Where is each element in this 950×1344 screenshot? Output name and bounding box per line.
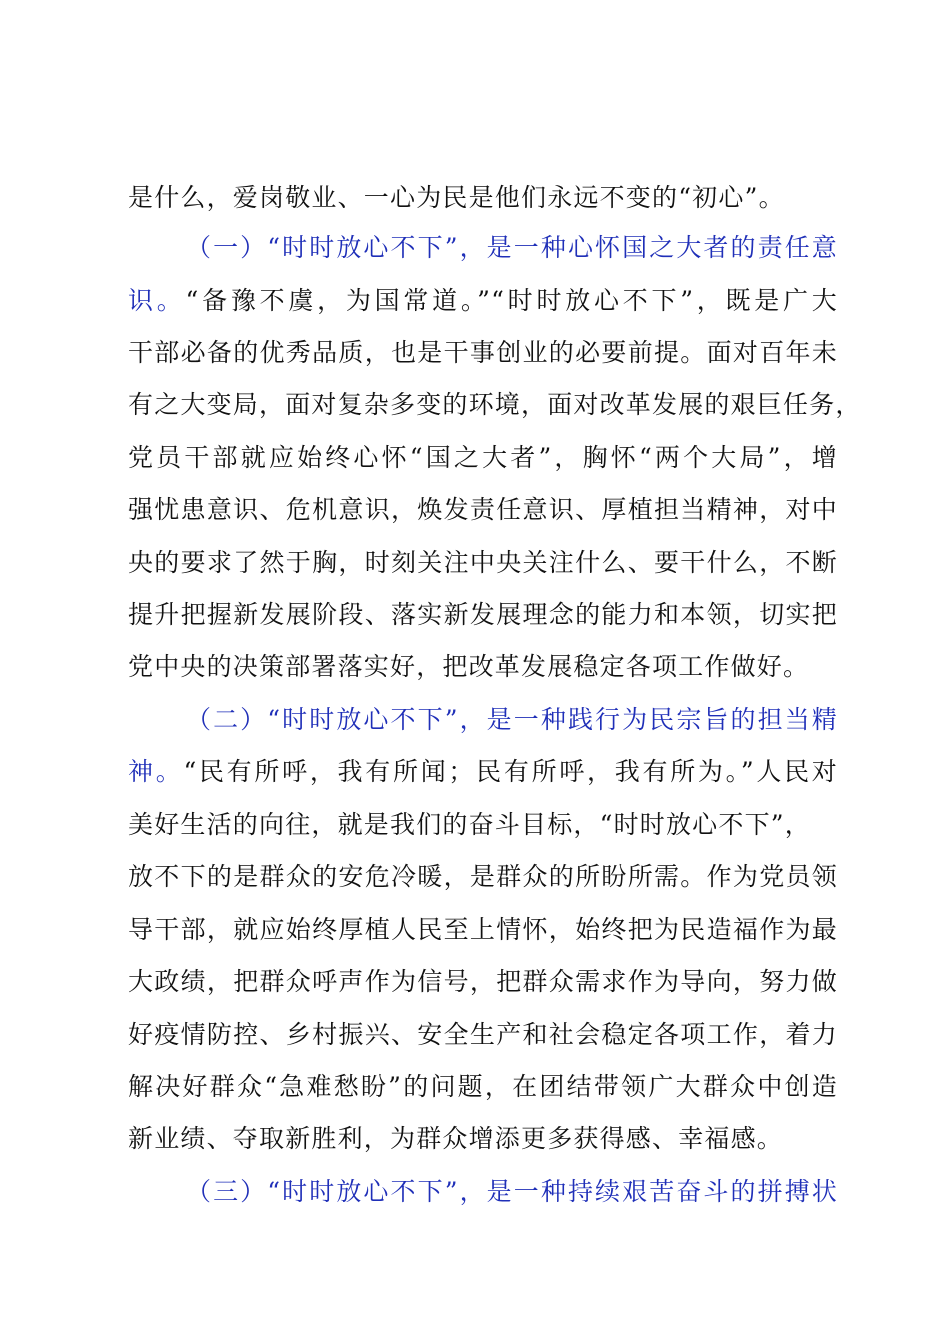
body-text: 导干部，就应始终厚植人民至上情怀，始终把为民造福作为最 [128,915,838,944]
text-line [128,600,838,630]
text-line [128,915,838,945]
section-heading-text: （一）“时时放心不下”，是一种心怀国之大者的责任意 [186,233,838,262]
body-text: 放不下的是群众的安危冷暖，是群众的所盼所需。作为党员领 [128,862,838,891]
body-text: 是什么，爱岗敬业、一心为民是他们永远不变的“初心”。 [128,183,785,212]
body-text: 新业绩、夺取新胜利，为群众增添更多获得感、幸福感。 [128,1124,784,1153]
text-line [186,1177,838,1207]
text-line [128,548,838,578]
body-text: 党员干部就应始终心怀“国之大者”，胸怀“两个大局”，增 [128,443,838,472]
text-line [186,705,838,735]
text-line [128,338,838,368]
body-text: 干部必备的优秀品质，也是干事创业的必要前提。面对百年未 [128,338,838,367]
text-line [128,862,838,892]
text-line [128,1072,838,1102]
body-text: 美好生活的向往，就是我们的奋斗目标，“时时放心不下”， [128,810,811,839]
body-text: 央的要求了然于胸，时刻关注中央关注什么、要干什么，不断 [128,548,838,577]
section-heading-text: （二）“时时放心不下”，是一种践行为民宗旨的担当精 [186,705,838,734]
section-heading-text: （三）“时时放心不下”，是一种持续艰苦奋斗的拼搏状 [186,1177,838,1206]
text-line [128,495,838,525]
text-line [128,810,838,840]
body-text: 大政绩，把群众呼声作为信号，把群众需求作为导向，努力做 [128,967,838,996]
section-heading-text: 识。 [128,286,186,315]
body-text: 党中央的决策部署落实好，把改革发展稳定各项工作做好。 [128,652,810,681]
body-text: 好疫情防控、乡村振兴、安全生产和社会稳定各项工作，着力 [128,1020,838,1049]
body-text: 提升把握新发展阶段、落实新发展理念的能力和本领，切实把 [128,600,838,629]
text-line [128,757,838,787]
body-text: “备豫不虞，为国常道。”“时时放心不下”，既是广大 [185,286,839,315]
text-line [128,183,838,213]
section-heading-text: 神。 [128,757,184,786]
text-line [186,233,838,263]
text-line [128,652,838,682]
text-line [128,967,838,997]
body-text: “民有所呼，我有所闻；民有所呼，我有所为。”人民对 [183,757,838,786]
text-line [128,1020,838,1050]
text-line [128,286,838,316]
text-line [128,1124,838,1154]
body-text: 强忧患意识、危机意识，焕发责任意识、厚植担当精神，对中 [128,495,838,524]
text-line [128,390,862,420]
body-text: 有之大变局，面对复杂多变的环境，面对改革发展的艰巨任务， [128,390,862,419]
body-text: 解决好群众“急难愁盼”的问题，在团结带领广大群众中创造 [128,1072,838,1101]
text-line [128,443,838,473]
